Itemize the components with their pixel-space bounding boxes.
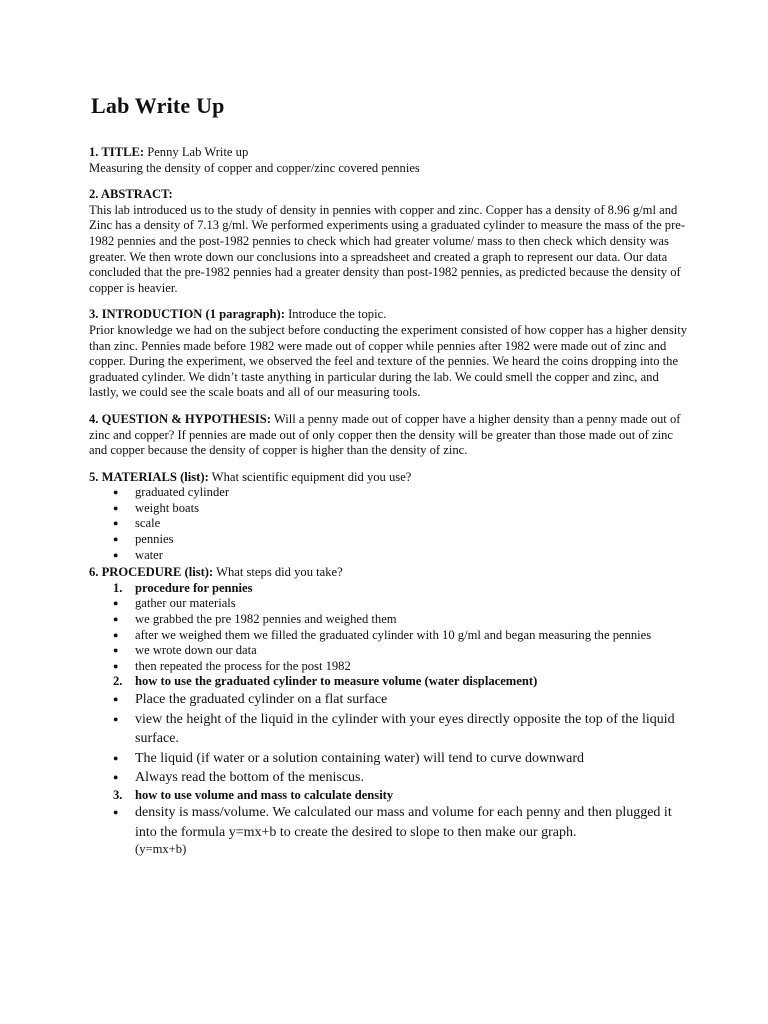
list-item: ● view the height of the liquid in the cylinder with your eyes directly opposite the top of the liquid surface. <box>89 710 689 749</box>
step-number: 1. <box>113 580 123 595</box>
procedure-prompt: What steps did you take? <box>213 565 343 580</box>
question-section <box>89 412 689 459</box>
formula-note: (y=mx+b) <box>135 842 187 857</box>
list-item: ● we grabbed the pre 1982 pennies and weighed them <box>89 612 689 628</box>
list-item: ● density is mass/volume. We calculated our mass and volume for each penny and then plugged it into the formula y=mx+b to create the desired to slope to then make our graph. <box>89 803 689 842</box>
introduction-prompt: Introduce the topic. <box>284 307 387 322</box>
list-item: ● after we weighed them we filled the graduated cylinder with 10 g/ml and began measuring the pennies <box>89 628 689 644</box>
abstract-section <box>89 187 689 296</box>
list-item: ● The liquid (if water or a solution containing water) will tend to curve downward <box>89 749 689 769</box>
question-text: Will a penny made out of copper have a higher density than a penny made out of zinc and copper? If pennies are made out of only copper then the density will be greater than those made out of zinc and copper because the density of copper is higher than the density of zinc. <box>89 411 681 458</box>
introduction-text: Prior knowledge we had on the subject before conducting the experiment consisted of how copper has a higher density than zinc. Pennies made before 1982 were made out of copper while pennies after 1982 were made out of zinc and copper. During the experiment, we observed the feel and texture of the pennies. We heard the coins dropping into the graduated cylinder. We didn’t taste anything in particular during the lab. We could smell the copper and zinc, and lastly, we could see the scale boats and all of our measuring tools. <box>89 322 688 400</box>
materials-section <box>89 470 689 564</box>
materials-prompt: What scientific equipment did you use? <box>208 469 412 484</box>
list-item: ● pennies <box>89 532 689 548</box>
list-item: ● gather our materials <box>89 596 689 612</box>
title-subtitle: Measuring the density of copper and copper/zinc covered pennies <box>89 160 420 175</box>
procedure-step-1-list <box>89 596 689 674</box>
step-title: how to use volume and mass to calculate density <box>135 787 394 802</box>
procedure-section <box>89 565 689 857</box>
title-section <box>89 145 689 176</box>
materials-heading: 5. MATERIALS (list): <box>89 469 209 484</box>
title-value: Penny Lab Write up <box>144 145 249 159</box>
list-item: ● graduated cylinder <box>89 485 689 501</box>
introduction-heading: 3. INTRODUCTION (1 paragraph): <box>89 307 285 322</box>
materials-list <box>89 485 689 563</box>
list-item: ● Place the graduated cylinder on a flat surface <box>89 690 689 710</box>
procedure-step-2-title <box>89 674 689 690</box>
step-number: 2. <box>113 674 123 689</box>
title-heading: 1. TITLE: <box>89 145 145 159</box>
step-number: 3. <box>113 787 123 802</box>
procedure-heading: 6. PROCEDURE (list): <box>89 565 214 580</box>
abstract-heading: 2. ABSTRACT: <box>89 187 173 202</box>
step-title: how to use the graduated cylinder to measure volume (water displacement) <box>135 674 538 689</box>
list-item: ● Always read the bottom of the meniscus. <box>89 768 689 788</box>
list-item: ● scale <box>89 516 689 532</box>
list-item: ● weight boats <box>89 501 689 517</box>
procedure-step-2-list <box>89 690 689 788</box>
document-body <box>89 145 689 869</box>
abstract-text: This lab introduced us to the study of density in pennies with copper and zinc. Copper has a density of 8.96 g/ml and Zinc has a density of 7.13 g/ml. We performed experiments using a graduated cylinder to measure the mass of the pre-1982 pennies and the post-1982 pennies to check which had greater volume/ mass to then check which density was greater. We then wrote down our conclusions into a spreadsheet and created a graph to represent our data. Our data concluded that the pre-1982 pennies had a greater density than post-1982 pennies, as predicted because the density of copper is heavier. <box>89 202 686 295</box>
step-title: procedure for pennies <box>135 580 253 595</box>
list-item: ● then repeated the process for the post 1982 <box>89 659 689 675</box>
procedure-step-1-title <box>89 581 689 597</box>
question-heading: 4. QUESTION & HYPOTHESIS: <box>89 411 271 426</box>
list-item: ● water <box>89 548 689 564</box>
procedure-step-3-title <box>89 788 689 804</box>
document-title: Lab Write Up <box>91 93 225 118</box>
introduction-section <box>89 307 689 401</box>
procedure-step-3-list <box>89 803 689 842</box>
list-item: ● we wrote down our data <box>89 643 689 659</box>
